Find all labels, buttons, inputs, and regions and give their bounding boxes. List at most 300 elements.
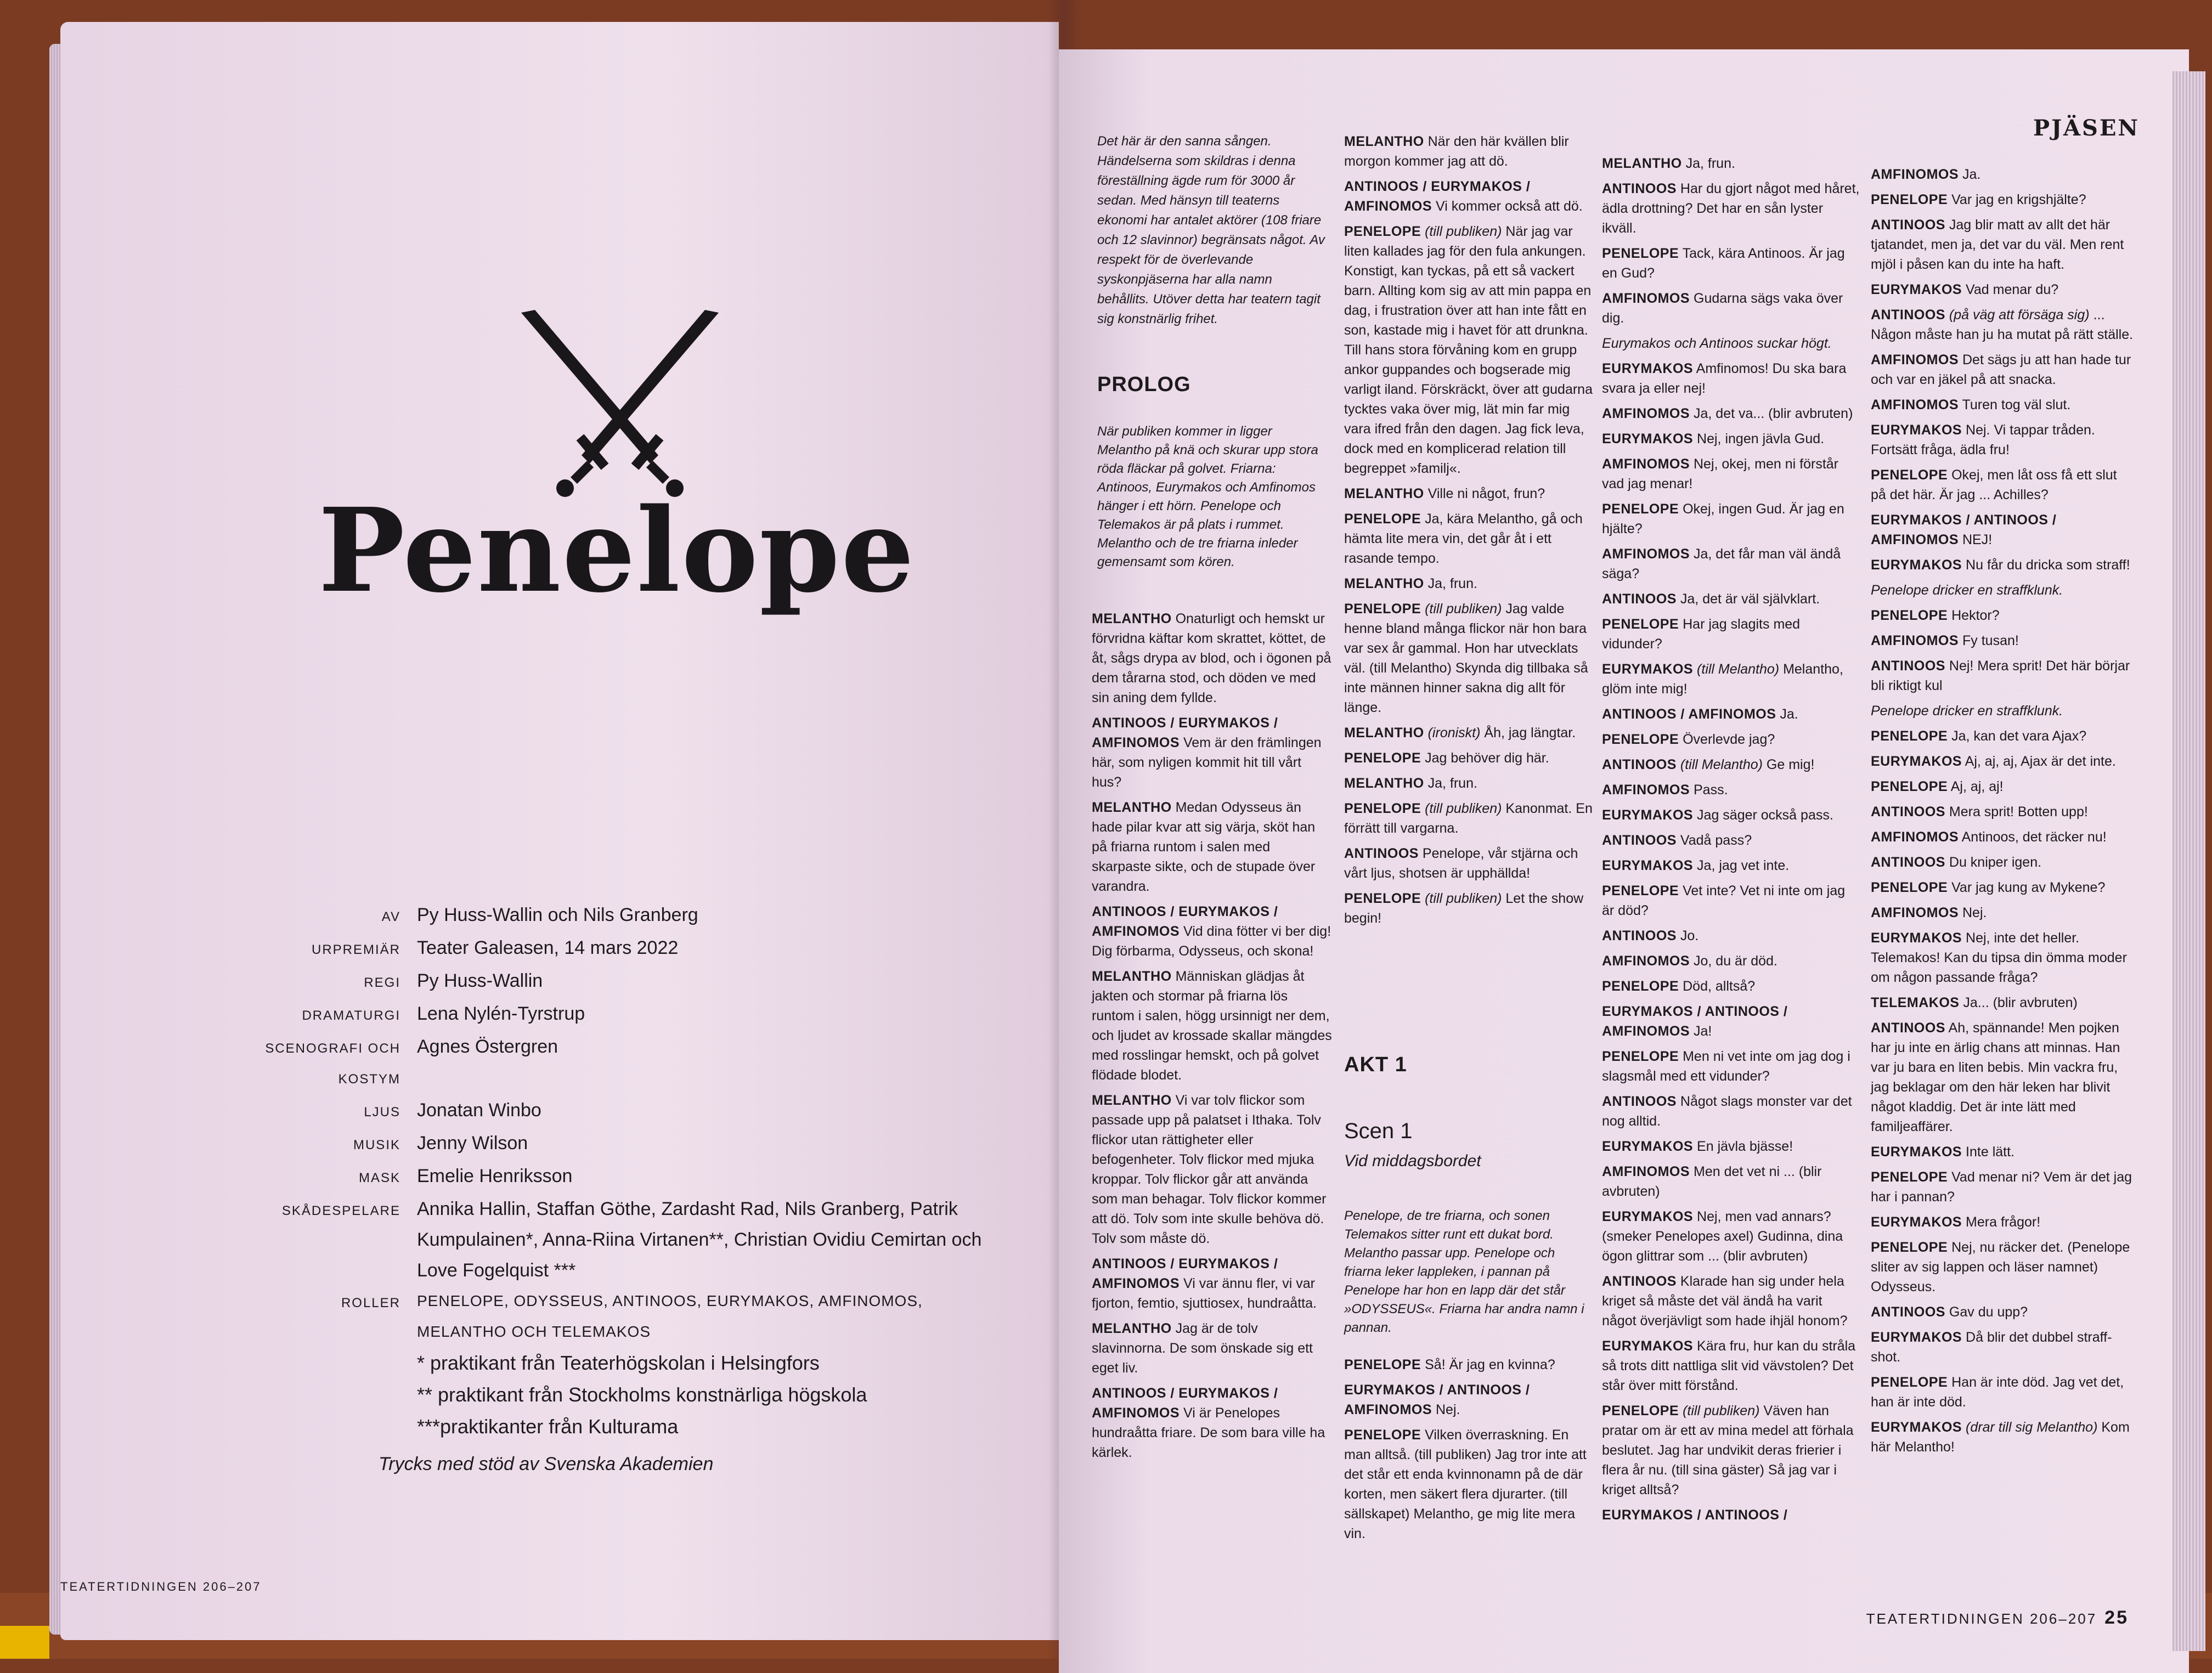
speaker-name: EURYMAKOS xyxy=(1871,754,1962,769)
speaker-name: AMFINOMOS xyxy=(1602,291,1690,306)
speech-text: Vadå pass? xyxy=(1680,833,1752,848)
speech-text: Du kniper igen. xyxy=(1949,855,2042,870)
dialogue-line xyxy=(1344,1425,1596,1544)
speech-text: Ja, det får man väl ändå säga? xyxy=(1602,546,1841,581)
left-page xyxy=(60,22,1059,1640)
dialogue-line xyxy=(1871,751,2134,771)
dialogue-line xyxy=(1602,780,1860,800)
dialogue-line xyxy=(1602,544,1860,584)
yellow-object xyxy=(0,1626,49,1659)
dialogue-line xyxy=(1871,1212,2134,1232)
dialogue-line xyxy=(1602,730,1860,749)
dialogue-line xyxy=(1871,1018,2134,1137)
speaker-name: PENELOPE xyxy=(1344,891,1421,906)
dialogue-line xyxy=(1871,350,2134,389)
dialogue-line xyxy=(1871,1302,2134,1322)
speaker-name: PENELOPE xyxy=(1871,1375,1948,1390)
speaker-name: MELANTHO xyxy=(1092,611,1172,626)
stage-direction: (till publiken) xyxy=(1425,891,1502,906)
speech-text: Vi var tolv flickor som passade upp på palatset i Ithaka. Tolv flickor utan rättigheter eller befogenheter. Tolv flickor med mjuka kroppar. Tolv flickor går att använda som man behagar. Tolv flickor kommer att dö. Tolv som inte skulle behöva dö. Tolv som måste dö. xyxy=(1092,1093,1327,1246)
dialogue-line xyxy=(1871,606,2134,625)
speech-text: När den här kvällen blir morgon kommer jag att dö. xyxy=(1344,134,1569,169)
speech-text: Ja... (blir avbruten) xyxy=(1963,995,2078,1010)
speaker-name: ANTINOOS / AMFINOMOS xyxy=(1602,706,1776,722)
speech-text: Ja, det är väl självklart. xyxy=(1680,591,1820,607)
speech-text: Vem är den främlingen här, som nyligen kommit hit till vårt hus? xyxy=(1092,735,1322,790)
speaker-name: EURYMAKOS xyxy=(1602,1209,1694,1224)
dialogue-line xyxy=(1602,926,1860,946)
dialogue-line xyxy=(1092,1319,1333,1378)
speaker-name: EURYMAKOS xyxy=(1602,361,1694,376)
dialogue-line xyxy=(1092,713,1333,792)
speaker-name: MELANTHO xyxy=(1092,800,1172,815)
dialogue-line xyxy=(1344,177,1596,216)
credit-value: Py Huss-Wallin xyxy=(417,970,543,991)
speaker-name: PENELOPE xyxy=(1344,224,1421,239)
speech-text: Ja, frun. xyxy=(1685,156,1735,171)
dialogue-line xyxy=(1871,878,2134,897)
credit-label: DRAMATURGI xyxy=(302,1008,400,1023)
speech-text: Medan Odysseus än hade pilar kvar att sig värja, sköt han på friarna runtom i salen med skarpaste sikte, och de stupade över varandra. xyxy=(1092,800,1316,894)
speech-text: Aj, aj, aj, Ajax är det inte. xyxy=(1965,754,2116,769)
dialogue-line xyxy=(1871,280,2134,299)
dialogue-line xyxy=(1602,614,1860,654)
speech-text: Turen tog väl slut. xyxy=(1962,397,2071,412)
speech-text: Let the show begin! xyxy=(1344,891,1584,926)
dialogue-line xyxy=(1602,589,1860,609)
dialogue-line xyxy=(1602,334,1860,353)
speaker-name: PENELOPE xyxy=(1871,608,1948,623)
speaker-name: AMFINOMOS xyxy=(1871,633,1959,648)
dialogue-line xyxy=(1344,574,1596,594)
speaker-name: ANTINOOS xyxy=(1602,1094,1677,1109)
right-page-edges xyxy=(2172,71,2205,1651)
speech-text: Okej, men låt oss få ett slut på det här. Är jag ... Achilles? xyxy=(1871,467,2117,502)
speech-text: Vilken överraskning. En man alltså. (till publiken) Jag tror inte att det står ett enda kvinnonamn på de där korten, men säkert flera djurarter. (till sällskapet) Melantho, ge mig lite mera vin. xyxy=(1344,1427,1587,1541)
speaker-name: EURYMAKOS xyxy=(1871,422,1962,438)
dialogue-line xyxy=(1871,827,2134,847)
dialogue-line xyxy=(1871,1372,2134,1412)
credit-value: Jenny Wilson xyxy=(417,1133,528,1154)
speaker-name: ANTINOOS / EURYMAKOS / AMFINOMOS xyxy=(1344,179,1531,214)
section-tag: PJÄSEN xyxy=(2033,115,2140,141)
speech-text: Penelope, vår stjärna och vårt ljus, shotsen är upphällda! xyxy=(1344,846,1578,881)
stage-direction: (på väg att försäga sig) xyxy=(1949,307,2090,323)
credit-value: Emelie Henriksson xyxy=(417,1166,573,1186)
dialogue-line xyxy=(1092,609,1333,708)
speaker-name: PENELOPE xyxy=(1871,467,1948,483)
speaker-name: EURYMAKOS xyxy=(1871,1214,1962,1230)
speech-text: Jo, du är död. xyxy=(1694,953,1778,969)
dialogue-line xyxy=(1602,805,1860,825)
speech-text: Vi kommer också att dö. xyxy=(1436,199,1583,214)
speech-text: Överlevde jag? xyxy=(1683,732,1775,747)
speech-text: Ville ni något, frun? xyxy=(1427,486,1545,501)
dialogue-line xyxy=(1602,1002,1860,1041)
support-note: Trycks med stöd av Svenska Akademien xyxy=(379,1454,714,1474)
speaker-name: ANTINOOS xyxy=(1602,1274,1677,1289)
dialogue-line xyxy=(1092,902,1333,961)
speaker-name: AMFINOMOS xyxy=(1602,456,1690,472)
dialogue-line xyxy=(1871,465,2134,505)
speech-text: Ja. xyxy=(1780,706,1798,722)
credit-label: SKÅDESPELARE xyxy=(281,1203,400,1218)
speech-text: Nej. Vi tappar tråden. Fortsätt fråga, ädla fru! xyxy=(1871,422,2095,457)
stage-direction: (till publiken) xyxy=(1683,1403,1760,1418)
dialogue-line xyxy=(1871,395,2134,415)
dialogue-line xyxy=(1344,723,1596,743)
dialogue-line xyxy=(1602,1336,1860,1395)
dialogue-line xyxy=(1344,484,1596,504)
credit-label: AV xyxy=(381,909,400,924)
speaker-name: AMFINOMOS xyxy=(1871,905,1959,920)
speaker-name: EURYMAKOS xyxy=(1871,1144,1962,1160)
dialogue-line xyxy=(1602,1207,1860,1266)
folio-label: TEATERTIDNINGEN 206–207 xyxy=(1866,1610,2097,1627)
speaker-name: PENELOPE xyxy=(1344,801,1421,816)
speech-text: Åh, jag längtar. xyxy=(1484,725,1576,741)
credit-value: Teater Galeasen, 14 mars 2022 xyxy=(417,937,679,958)
stage-direction: (till publiken) xyxy=(1425,801,1502,816)
dialogue-line xyxy=(1092,798,1333,896)
intro-text: Det här är den sanna sången. Händelserna som skildras i denna föreställning ägde rum för 3000 år sedan. Med hänsyn till teaterns ekonomi har antalet aktörer (108 friare och 12 slavinnor) begränsats något. Av respekt för de överlevande syskonpjäserna har alla namn behållits. Utöver detta har teatern tagit sig konstnärlig frihet. xyxy=(1097,134,1325,326)
dialogue-line xyxy=(1602,244,1860,283)
act-heading: AKT 1 xyxy=(1344,1053,1407,1076)
speaker-name: MELANTHO xyxy=(1092,969,1172,984)
speaker-name: EURYMAKOS xyxy=(1602,858,1694,873)
speaker-name: ANTINOOS xyxy=(1602,928,1677,943)
footnote: ***praktikanter från Kulturama xyxy=(417,1415,679,1438)
speaker-name: EURYMAKOS xyxy=(1871,1420,1962,1435)
speech-text: Så! Är jag en kvinna? xyxy=(1425,1357,1555,1372)
credits-list xyxy=(203,900,1015,1443)
speaker-name: MELANTHO xyxy=(1602,156,1682,171)
dialogue-line xyxy=(1871,215,2134,274)
speech-text: Vad menar du? xyxy=(1966,282,2059,297)
speech-text: Ah, spännande! Men pojken har ju inte en ärlig chans att minnas. Han var ju bara en liten bebis. Min vackra fru, jag beklagar om den här leken har blivit något kladdig. Det är inte lätt med familjeaffärer. xyxy=(1871,1020,2120,1134)
dialogue-line xyxy=(1602,289,1860,328)
footnote: ** praktikant från Stockholms konstnärliga högskola xyxy=(417,1383,867,1406)
stage-direction: Eurymakos och Antinoos suckar högt. xyxy=(1602,336,1832,351)
dialogue-line xyxy=(1344,509,1596,568)
speech-text: Vi var ännu fler, vi var fjorton, femtio, sjuttiosex, hundraåtta. xyxy=(1092,1276,1317,1311)
speaker-name: MELANTHO xyxy=(1092,1093,1172,1108)
speech-text: Vet inte? Vet ni inte om jag är död? xyxy=(1602,883,1846,918)
credit-label: REGI xyxy=(364,975,400,990)
speaker-name: ANTINOOS / EURYMAKOS / AMFINOMOS xyxy=(1092,904,1278,939)
speaker-name: ANTINOOS xyxy=(1602,833,1677,848)
speaker-name: AMFINOMOS xyxy=(1602,406,1690,421)
speech-text: Okej, ingen Gud. Är jag en hjälte? xyxy=(1602,501,1844,536)
credit-row xyxy=(203,998,1015,1031)
speech-text: Nej! Mera sprit! Det här börjar bli riktigt kul xyxy=(1871,658,2130,693)
speech-text: Jag blir matt av allt det här tjatandet, men ja, det var du väl. Men rent mjöl i påsen kan du inte ha haft. xyxy=(1871,217,2124,272)
speaker-name: ANTINOOS xyxy=(1602,757,1677,772)
dialogue-line xyxy=(1602,359,1860,398)
dialogue-line xyxy=(1602,179,1860,238)
dialogue-line xyxy=(1871,510,2134,550)
speech-text: Ja! xyxy=(1694,1024,1712,1039)
dialogue-line xyxy=(1871,190,2134,210)
speaker-name: PENELOPE xyxy=(1344,1357,1421,1372)
dialogue-line xyxy=(1871,1327,2134,1367)
speaker-name: ANTINOOS xyxy=(1871,1020,1945,1036)
speech-text: Har du gjort något med håret, ädla drottning? Det har en sån lyster ikväll. xyxy=(1602,181,1860,236)
speech-text: Melantho, glöm inte mig! xyxy=(1602,662,1843,697)
speaker-name: EURYMAKOS xyxy=(1602,662,1694,677)
dialogue-line xyxy=(1602,154,1860,173)
stage-direction: (till Melantho) xyxy=(1680,757,1763,772)
dialogue-line xyxy=(1602,499,1860,539)
speaker-name: MELANTHO xyxy=(1344,576,1424,591)
speech-text: Jag säger också pass. xyxy=(1697,807,1833,823)
speech-text: Ja, kära Melantho, gå och hämta lite mera vin, det går åt i ett rasande tempo. xyxy=(1344,511,1583,566)
stage-direction: (till publiken) xyxy=(1425,601,1502,617)
speech-text: Nej, inte det heller. Telemakos! Kan du tipsa din ömma moder om någon passande fråga? xyxy=(1871,930,2127,985)
speech-text: Nej. xyxy=(1436,1402,1460,1417)
dialogue-line xyxy=(1344,748,1596,768)
speech-text: Nej, men vad annars? (smeker Penelopes axel) Gudinna, dina ögon glittrar som ... (blir avbruten) xyxy=(1602,1209,1843,1264)
credit-row xyxy=(203,1095,1015,1128)
credit-label: MUSIK xyxy=(353,1138,400,1152)
speaker-name: ANTINOOS xyxy=(1602,591,1677,607)
dialogue-line xyxy=(1871,656,2134,696)
speech-text: Död, alltså? xyxy=(1683,979,1756,994)
speaker-name: MELANTHO xyxy=(1344,725,1424,741)
speech-text: Väven han pratar om är ett av mina medel att förhala beslutet. Jag har undvikit deras frierier i flera år nu. (till sina gäster) Så jag var i kriget alltså? xyxy=(1602,1403,1854,1497)
dialogue-line xyxy=(1602,1401,1860,1500)
play-title: Penelope xyxy=(318,483,916,618)
speech-text: Nej, okej, men ni förstår vad jag menar! xyxy=(1602,456,1838,491)
scene-subtitle: Vid middagsbordet xyxy=(1344,1152,1481,1170)
speaker-name: AMFINOMOS xyxy=(1602,782,1690,798)
speech-text: Men ni vet inte om jag dog i slagsmål med ett vidunder? xyxy=(1602,1049,1850,1084)
credit-row xyxy=(203,965,1015,998)
dialogue-line xyxy=(1871,903,2134,923)
credit-label: URPREMIÄR xyxy=(311,942,400,957)
speech-text: Ge mig! xyxy=(1766,757,1815,772)
dialogue-line xyxy=(1871,852,2134,872)
speech-text: Gudarna sägs vaka över dig. xyxy=(1602,291,1843,326)
credit-row xyxy=(203,900,1015,932)
speech-text: Ja. xyxy=(1962,167,1981,182)
speaker-name: MELANTHO xyxy=(1344,486,1424,501)
speaker-name: AMFINOMOS xyxy=(1871,352,1959,368)
speech-text: Jo. xyxy=(1680,928,1699,943)
dialogue-line xyxy=(1092,1254,1333,1313)
credit-label: SCENOGRAFI OCH KOSTYM xyxy=(265,1041,400,1087)
speaker-name: ANTINOOS xyxy=(1602,181,1677,196)
credit-row xyxy=(203,1286,1015,1347)
scene-heading: Scen 1 xyxy=(1344,1119,1413,1143)
dialogue-line xyxy=(1602,404,1860,423)
speaker-name: PENELOPE xyxy=(1871,779,1948,794)
speech-text: Fy tusan! xyxy=(1962,633,2019,648)
dialogue-line xyxy=(1871,631,2134,651)
speaker-name: ANTINOOS xyxy=(1344,846,1419,861)
dialogue-line xyxy=(1602,830,1860,850)
speaker-name: ANTINOOS xyxy=(1871,1304,1945,1320)
dialogue-line xyxy=(1871,1167,2134,1207)
speech-text: Jag är de tolv slavinnorna. De som önskade sig ett eget liv. xyxy=(1092,1321,1313,1376)
speaker-name: PENELOPE xyxy=(1871,192,1948,207)
speaker-name: EURYMAKOS xyxy=(1602,807,1694,823)
dialogue-line xyxy=(1602,856,1860,875)
credit-label: ROLLER xyxy=(341,1296,400,1310)
speech-text: Ja, frun. xyxy=(1427,776,1477,791)
dialogue-column-1 xyxy=(1092,609,1333,1468)
dialogue-line xyxy=(1602,1047,1860,1086)
page-number: 25 xyxy=(2104,1607,2129,1628)
speaker-name: PENELOPE xyxy=(1344,1427,1421,1443)
dialogue-line xyxy=(1871,165,2134,184)
speaker-name: AMFINOMOS xyxy=(1602,546,1690,562)
speaker-name: EURYMAKOS xyxy=(1871,1330,1962,1345)
dialogue-line xyxy=(1344,132,1596,171)
speaker-name: AMFINOMOS xyxy=(1871,829,1959,845)
speaker-name: PENELOPE xyxy=(1602,617,1679,632)
speech-text: Nej. xyxy=(1962,905,1987,920)
speaker-name: EURYMAKOS xyxy=(1602,1139,1694,1154)
dialogue-line xyxy=(1344,222,1596,478)
dialogue-line xyxy=(1344,599,1596,717)
stage-direction: (till publiken) xyxy=(1425,224,1502,239)
dialogue-line xyxy=(1602,755,1860,775)
dialogue-line xyxy=(1602,429,1860,449)
speech-text: Antinoos, det räcker nu! xyxy=(1961,829,2107,845)
speech-text: Då blir det dubbel straff-shot. xyxy=(1871,1330,2112,1365)
speaker-name: PENELOPE xyxy=(1344,511,1421,527)
speech-text: Kära fru, hur kan du stråla så trots ditt nattliga slit vid vävstolen? Det står över mitt förstånd. xyxy=(1602,1338,1856,1393)
speech-text: Onaturligt och hemskt ur förvridna käftar kom skrattet, köttet, de åt, sågs drypa av blod, och i ögonen på dem tårarna stod, och döden ve med sin aning dem fyllde. xyxy=(1092,611,1331,705)
dialogue-line xyxy=(1871,1417,2134,1457)
speech-text: Vid dina fötter vi ber dig! Dig förbarma, Odysseus, och skona! xyxy=(1092,924,1331,959)
dialogue-line xyxy=(1871,420,2134,460)
credit-label: LJUS xyxy=(364,1105,400,1120)
dialogue-line xyxy=(1602,1137,1860,1156)
credit-value: PENELOPE, ODYSSEUS, ANTINOOS, EURYMAKOS, AMFINOMOS, MELANTHO OCH TELEMAKOS xyxy=(417,1292,923,1340)
dialogue-line xyxy=(1092,967,1333,1085)
dialogue-line xyxy=(1871,1142,2134,1162)
speech-text: Nej, ingen jävla Gud. xyxy=(1697,431,1825,446)
credit-value: Py Huss-Wallin och Nils Granberg xyxy=(417,905,698,925)
speaker-name: EURYMAKOS xyxy=(1602,431,1694,446)
speaker-name: MELANTHO xyxy=(1344,776,1424,791)
dialogue-line xyxy=(1602,1092,1860,1131)
speaker-name: ANTINOOS / EURYMAKOS / AMFINOMOS xyxy=(1092,1386,1278,1421)
dialogue-line xyxy=(1871,726,2134,746)
speaker-name: ANTINOOS xyxy=(1871,658,1945,674)
speaker-name: PENELOPE xyxy=(1602,1049,1679,1064)
speaker-name: ANTINOOS xyxy=(1871,804,1945,819)
dialogue-line xyxy=(1871,1237,2134,1297)
dialogue-line xyxy=(1602,881,1860,920)
dialogue-line xyxy=(1344,799,1596,838)
speech-text: Nej, nu räcker det. (Penelope sliter av sig lappen och läser namnet) Odysseus. xyxy=(1871,1240,2130,1295)
speech-text: Hektor? xyxy=(1951,608,2000,623)
dialogue-line xyxy=(1871,777,2134,796)
dialogue-column-2 xyxy=(1344,132,1596,934)
speaker-name: ANTINOOS xyxy=(1871,217,1945,233)
dialogue-line xyxy=(1344,889,1596,928)
dialogue-line xyxy=(1602,659,1860,699)
speaker-name: ANTINOOS / EURYMAKOS / AMFINOMOS xyxy=(1092,715,1278,750)
speaker-name: MELANTHO xyxy=(1092,1321,1172,1336)
speaker-name: PENELOPE xyxy=(1602,1403,1679,1418)
speech-text: När jag var liten kallades jag för den fula ankungen. Konstigt, kan tyckas, på ett så vackert barn. Allting kom sig av att min pappa en dag, i frustration över att han inte fått en son, kastade mig i havet för att drunkna. Till hans stora förvåning kom en grupp ankor guppandes och bogserade mig varligt iland. Förskräckt, över att gudarna tycktes vaka över mig, lät min far mig vara ifred från den dagen. Jag fick leva, dock med en komplicerad relation till begreppet »familj«. xyxy=(1344,224,1593,476)
speech-text: Jag valde henne bland många flickor när hon bara var sex år gammal. Hon har utvecklats väl. (till Melantho) Skynda dig tillbaka så inte männen hinner sakna dig allt för länge. xyxy=(1344,601,1588,715)
credit-value: Agnes Östergren xyxy=(417,1036,558,1057)
footnote: * praktikant från Teaterhögskolan i Helsingfors xyxy=(417,1352,820,1374)
credit-row xyxy=(203,1194,1015,1286)
speech-text: Ja, kan det vara Ajax? xyxy=(1951,728,2087,744)
dialogue-line xyxy=(1871,928,2134,987)
speech-text: Inte lätt. xyxy=(1966,1144,2015,1160)
dialogue-line xyxy=(1871,802,2134,822)
speaker-name: ANTINOOS xyxy=(1871,307,1945,323)
speech-text: Klarade han sig under hela kriget så måste det väl ändå ha varit något överjävligt som hade ihjäl honom? xyxy=(1602,1274,1848,1329)
speech-text: Ja, jag vet inte. xyxy=(1697,858,1790,873)
dialogue-line xyxy=(1871,305,2134,344)
speech-text: Gav du upp? xyxy=(1949,1304,2028,1320)
dialogue-line xyxy=(1871,701,2134,721)
speaker-name: AMFINOMOS xyxy=(1602,953,1690,969)
speaker-name: EURYMAKOS xyxy=(1871,282,1962,297)
speech-text: Var jag en krigshjälte? xyxy=(1951,192,2086,207)
speaker-name: MELANTHO xyxy=(1344,134,1424,149)
speaker-name: PENELOPE xyxy=(1344,601,1421,617)
dialogue-line xyxy=(1344,844,1596,883)
speaker-name: PENELOPE xyxy=(1602,246,1679,261)
speaker-name: AMFINOMOS xyxy=(1871,167,1959,182)
speaker-name: PENELOPE xyxy=(1871,880,1948,895)
speech-text: Kanonmat. En förrätt till vargarna. xyxy=(1344,801,1593,836)
dialogue-line xyxy=(1602,976,1860,996)
credit-value: Jonatan Winbo xyxy=(417,1100,541,1121)
credit-value: Lena Nylén-Tyrstrup xyxy=(417,1003,585,1024)
crossed-swords-icon xyxy=(488,307,752,505)
speech-text: Något slags monster var det nog alltid. xyxy=(1602,1094,1852,1129)
speaker-name: EURYMAKOS / ANTINOOS / xyxy=(1602,1507,1788,1523)
prolog-stage-direction: När publiken kommer in ligger Melantho på knä och skurar upp stora röda fläckar på golvet. Friarna: Antinoos, Eurymakos och Amfinomos hänger i ett hörn. Penelope och Telemakos är på plats i rummet. Melantho och de tre friarna inleder gemensamt som kören. xyxy=(1097,424,1318,569)
speech-text: Mera sprit! Botten upp! xyxy=(1949,804,2088,819)
dialogue-line xyxy=(1344,773,1596,793)
speaker-name: EURYMAKOS xyxy=(1871,557,1962,573)
dialogue-line xyxy=(1602,1162,1860,1201)
speech-text: Ja, frun. xyxy=(1427,576,1477,591)
speaker-name: AMFINOMOS xyxy=(1602,1164,1690,1179)
speech-text: Pass. xyxy=(1694,782,1728,798)
dialogue-line xyxy=(1602,454,1860,494)
speaker-name: ANTINOOS / EURYMAKOS / AMFINOMOS xyxy=(1092,1256,1278,1291)
speech-text: Tack, kära Antinoos. Är jag en Gud? xyxy=(1602,246,1845,281)
speaker-name: TELEMAKOS xyxy=(1871,995,1960,1010)
left-folio: TEATERTIDNINGEN 206–207 xyxy=(60,1580,262,1593)
speaker-name: ANTINOOS xyxy=(1871,855,1945,870)
speech-text: Mera frågor! xyxy=(1966,1214,2041,1230)
speaker-name: PENELOPE xyxy=(1871,728,1948,744)
speech-text: Amfinomos! Du ska bara svara ja eller nej! xyxy=(1602,361,1847,396)
speaker-name: EURYMAKOS / ANTINOOS / AMFINOMOS xyxy=(1871,512,2057,547)
credit-row xyxy=(203,1161,1015,1194)
speaker-name: PENELOPE xyxy=(1871,1240,1948,1255)
speech-text: Men det vet ni ... (blir avbruten) xyxy=(1602,1164,1822,1199)
stage-direction: (drar till sig Melantho) xyxy=(1966,1420,2098,1435)
scene-stage-direction: Penelope, de tre friarna, och sonen Telemakos sitter runt ett dukat bord. Melantho passar upp. Penelope och friarna leker lappleken, i pannan på Penelope har hon en lapp där det står »ODYSSEUS«. Friarna har andra namn i pannan. xyxy=(1344,1208,1584,1335)
dialogue-line xyxy=(1871,993,2134,1013)
speaker-name: EURYMAKOS xyxy=(1871,930,1962,946)
dialogue-line xyxy=(1871,555,2134,575)
